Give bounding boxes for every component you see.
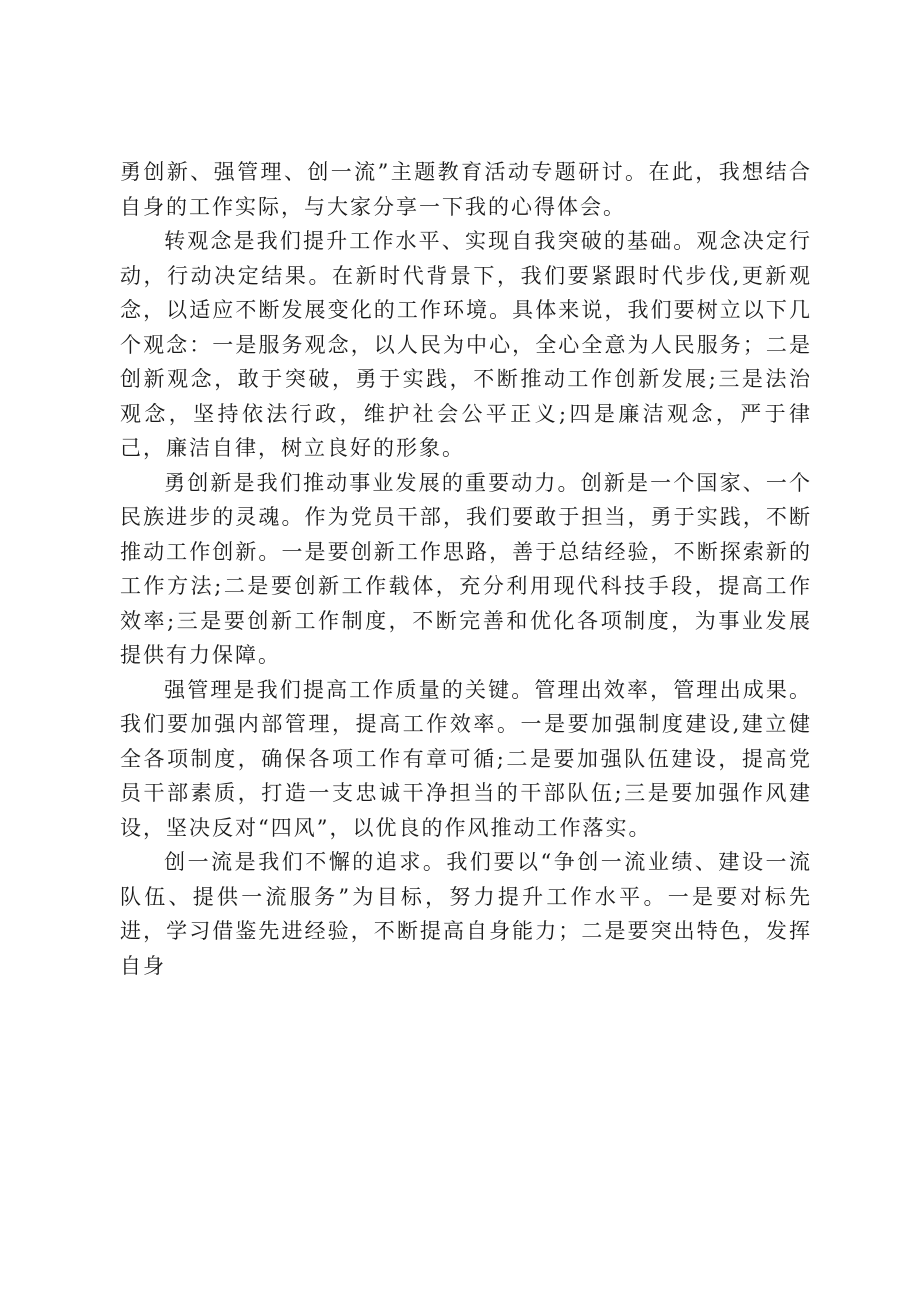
paragraph-innovation: 勇创新是我们推动事业发展的重要动力。创新是一个国家、一个民族进步的灵魂。作为党员干部，我们要敢于担当，勇于实践，不断推动工作创新。一是要创新工作思路，善于总结经验，不断探索新的工作方法;二是要创新工作载体，充分利用现代科技手段，提高工作效率;三是要创新工作制度，不断完善和优化各项制度，为事业发展提供有力保障。 bbox=[120, 470, 812, 667]
paragraph-change-concepts: 转观念是我们提升工作水平、实现自我突破的基础。观念决定行动，行动决定结果。在新时代背景下，我们要紧跟时代步伐,更新观念，以适应不断发展变化的工作环境。具体来说，我们要树立以下几个观念：一是服务观念，以人民为中心，全心全意为人民服务；二是创新观念，敢于突破，勇于实践，不断推动工作创新发展;三是法治观念，坚持依法行政，维护社会公平正义;四是廉洁观念，严于律己，廉洁自律，树立良好的形象。 bbox=[120, 229, 812, 460]
paragraph-management: 强管理是我们提高工作质量的关键。管理出效率，管理出成果。我们要加强内部管理，提高工作效率。一是要加强制度建设,建立健全各项制度，确保各项工作有章可循;二是要加强队伍建设，提高党员干部素质，打造一支忠诚干净担当的干部队伍;三是要加强作风建设，坚决反对“四风”，以优良的作风推动工作落实。 bbox=[120, 677, 812, 840]
paragraph-first-class: 创一流是我们不懈的追求。我们要以“争创一流业绩、建设一流队伍、提供一流服务”为目标，努力提升工作水平。一是要对标先进，学习借鉴先进经验，不断提高自身能力；二是要突出特色，发挥自身 bbox=[120, 850, 812, 978]
paragraph-intro: 勇创新、强管理、创一流”主题教育活动专题研讨。在此，我想结合自身的工作实际，与大家分享一下我的心得体会。 bbox=[120, 160, 812, 219]
